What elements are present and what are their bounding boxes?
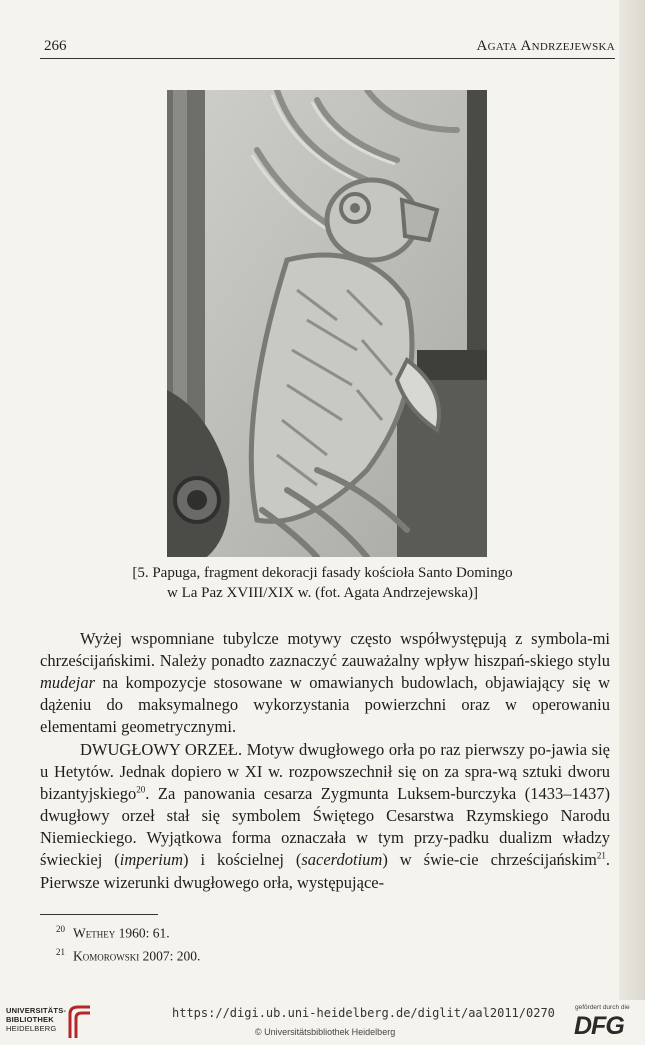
footnote-number: 20 [56, 924, 65, 934]
footnote-author: Komorowski [73, 948, 140, 963]
p2-d: ) w świe-cie chrześcijańskim [382, 850, 597, 870]
footer-copyright: © Universitätsbibliothek Heidelberg [255, 1027, 396, 1037]
dfg-logo[interactable]: DFG [574, 1012, 624, 1040]
p2-a: Motyw dwugłowego orła po raz pierwszy po-jawia się u Hetytów. Jednak dopiero w XI w. rozpowszechnił się on za spra-wą sztuki dworu bizantyjskiego [40, 740, 610, 804]
footnote-number: 21 [56, 946, 65, 957]
footnote-author: Wethey [73, 925, 116, 941]
parrot-relief-image [167, 90, 487, 557]
funded-by-text: gefördert durch die [575, 1004, 630, 1011]
p2-italic-imperium: imperium [119, 850, 184, 870]
p1-text: Wyżej wspomniane tubylcze motywy często współwystępują z symbola-mi chrześcijańskimi. Należy ponadto zaznaczyć zauważalny wpływ hiszpań-skiego stylu [40, 629, 610, 671]
p2-lead: DWUGŁOWY ORZEŁ. [80, 740, 243, 759]
library-line-2: BIBLIOTHEK [6, 1015, 54, 1024]
library-logo-icon [64, 1004, 94, 1040]
p2-b: . Za panowania cesarza Zygmunta Luksem-burczyka (1433–1437) dwugłowy orzeł stał się symbolem Świętego Cesarstwa Rzymskiego Narodu Niemieckiego. Wyjątkowa forma oznaczała w tym przy-padku dualizm władzy świeckiej ( [40, 784, 610, 870]
footnote-ref-20[interactable]: 20 [136, 784, 146, 795]
paragraph-1 [40, 628, 610, 738]
library-logo-text[interactable] [6, 1006, 66, 1033]
page-header [40, 38, 615, 58]
footnote-rule [40, 914, 158, 915]
library-line-3: HEIDELBERG [6, 1024, 57, 1033]
running-head: Agata Andrzejewska [476, 38, 615, 54]
caption-line-1: [5. Papuga, fragment dekoracji fasady kościoła Santo Domingo [132, 565, 513, 581]
p2-c: ) i kościelnej ( [183, 850, 302, 870]
caption-line-2: w La Paz XVIII/XIX w. (fot. Agata Andrzejewska)] [166, 585, 478, 601]
library-line-1: UNIVERSITÄTS- [6, 1006, 67, 1015]
p2-e: . Pierwsze wizerunki dwugłowego orła, występujące- [40, 850, 610, 892]
footer-url-link[interactable]: https://digi.ub.uni-heidelberg.de/diglit/aal2011/0270 [172, 1006, 555, 1020]
paragraph-2 [40, 739, 610, 894]
page-edge-shadow [619, 0, 645, 1000]
footnotes [56, 920, 200, 965]
footnote-ref-21[interactable]: 21 [596, 850, 606, 861]
page-number: 266 [44, 38, 67, 54]
p1-rest: na kompozycje stosowane w omawianych budowlach, objawiający się w dążeniu do maksymalnego wykorzystania powierzchni oraz w operowaniu elementami geometrycznymi. [40, 673, 610, 737]
p1-italic: mudejar [40, 673, 95, 693]
p2-italic-sacerdotium: sacerdotium [301, 850, 383, 870]
parrot-relief-photo [167, 90, 487, 557]
footnote-ref: 2007: 200. [139, 948, 201, 963]
footnote-ref: 1960: 61. [115, 925, 170, 941]
footnote-21 [56, 943, 200, 966]
figure-caption [60, 563, 585, 603]
footnote-20 [56, 920, 200, 943]
header-rule [40, 58, 615, 59]
